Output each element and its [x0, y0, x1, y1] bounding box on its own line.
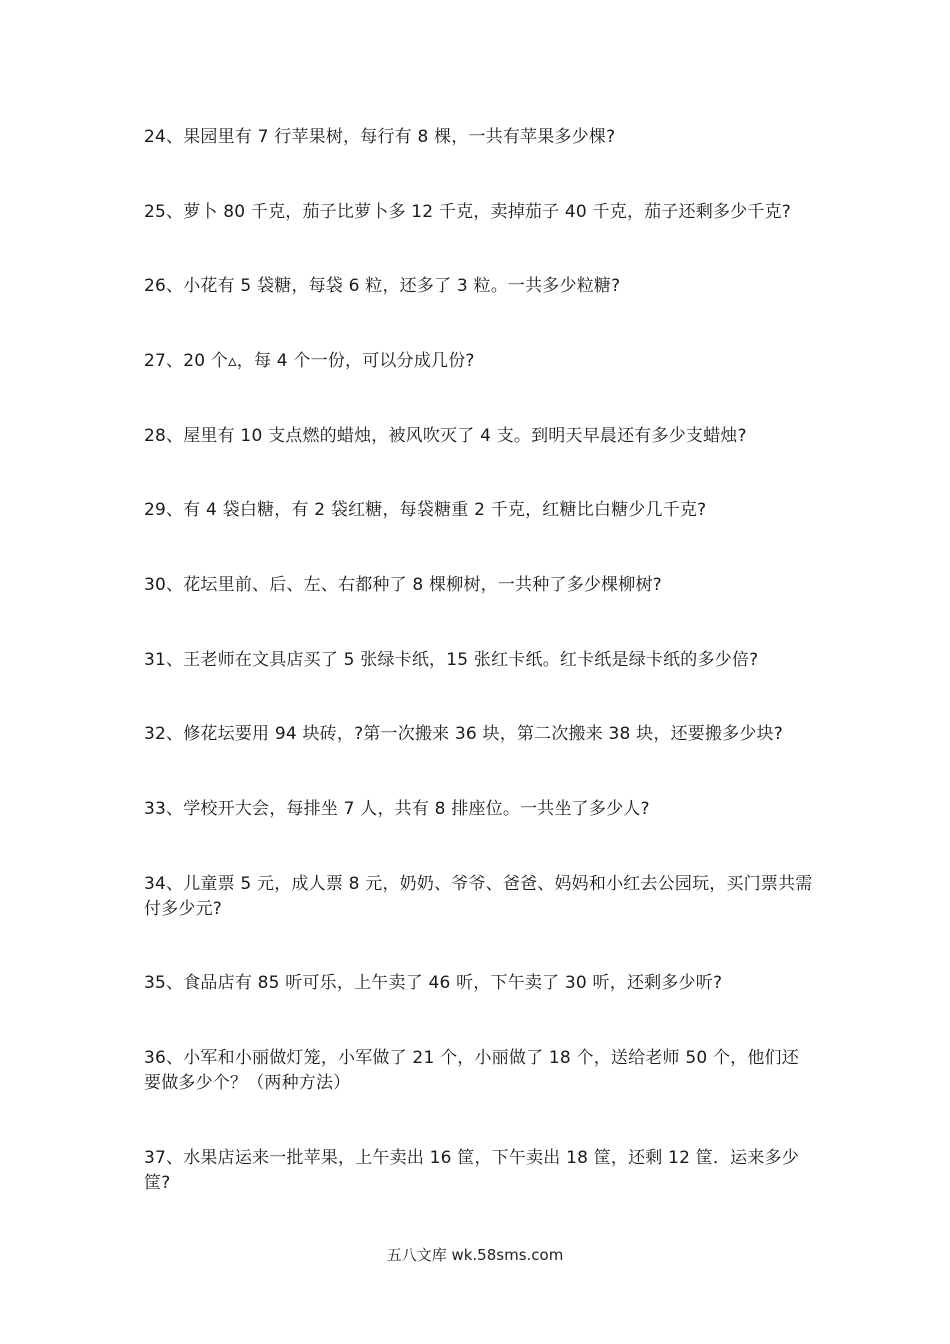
footer-watermark: 五八文库 wk.58sms.com [386, 1246, 564, 1264]
question-35: 35、食品店有 85 听可乐，上午卖了 46 听，下午卖了 30 听，还剩多少听? [144, 973, 723, 993]
question-29: 29、有 4 袋白糖，有 2 袋红糖，每袋糖重 2 千克，红糖比白糖少几千克? [144, 500, 707, 520]
question-33: 33、学校开大会，每排坐 7 人，共有 8 排座位。一共坐了多少人? [144, 799, 650, 819]
question-37: 37、水果店运来一批苹果，上午卖出 16 筐，下午卖出 18 筐，还剩 12 筐．运来多少筐? [144, 1148, 799, 1193]
question-28: 28、屋里有 10 支点燃的蜡烛，被风吹灭了 4 支。到明天早晨还有多少支蜡烛? [144, 426, 747, 446]
question-31: 31、王老师在文具店买了 5 张绿卡纸，15 张红卡纸。红卡纸是绿卡纸的多少倍? [144, 650, 759, 670]
question-34: 34、儿童票 5 元，成人票 8 元，奶奶、爷爷、爸爸、妈妈和小红去公园玩，买门票共需付多少元? [144, 874, 813, 919]
question-26: 26、小花有 5 袋糖，每袋 6 粒，还多了 3 粒。一共多少粒糖? [144, 276, 621, 296]
question-30: 30、花坛里前、后、左、右都种了 8 棵柳树，一共种了多少棵柳树? [144, 575, 662, 595]
question-24: 24、果园里有 7 行苹果树，每行有 8 棵，一共有苹果多少棵? [144, 127, 616, 147]
question-32: 32、修花坛要用 94 块砖，?第一次搬来 36 块，第二次搬来 38 块，还要搬多少块? [144, 724, 783, 744]
question-36: 36、小军和小丽做灯笼，小军做了 21 个，小丽做了 18 个，送给老师 50 个，他们还要做多少个？（两种方法） [144, 1048, 799, 1093]
question-27: 27、20 个▵，每 4 个一份，可以分成几份? [144, 351, 475, 371]
question-25: 25、萝卜 80 千克，茄子比萝卜多 12 千克，卖掉茄子 40 千克，茄子还剩多少千克? [144, 202, 791, 222]
